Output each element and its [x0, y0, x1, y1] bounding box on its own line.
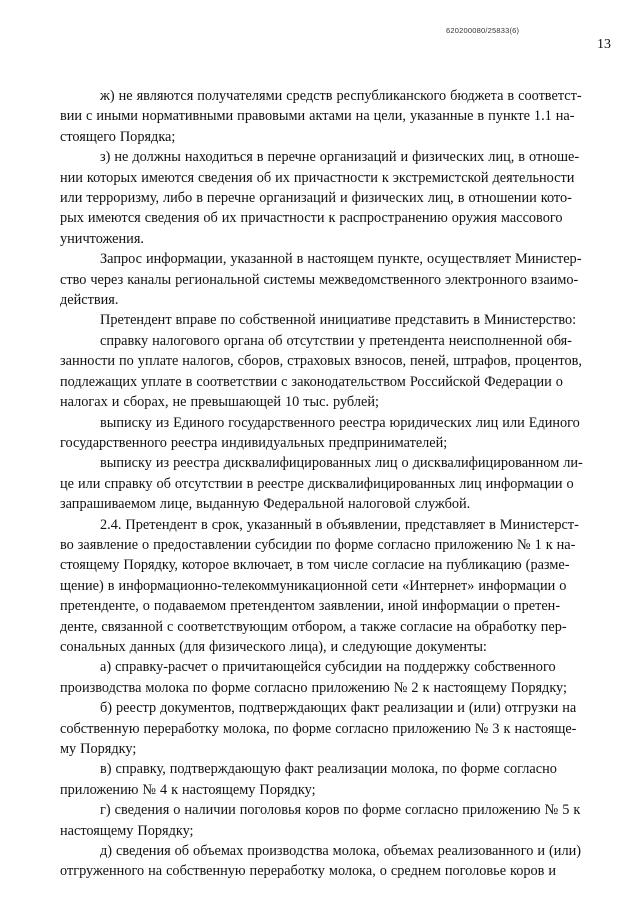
paragraph-registry-extract: выписку из Единого государственного реестра юридических лиц или Единого государственного реестра индивидуальных предпринимателей; [60, 414, 580, 451]
paragraph-2-4: 2.4. Претендент в срок, указанный в объявлении, представляет в Министерст- во заявление о предоставлении субсидии по форме согласно приложению № 1 к на- стоящему Порядку, которое включает, в том числе согласие на публикацию (разме- щение) в информационно-телекоммуникационной сети «Интернет» информации о претенденте, о подаваемом претендентом заявлении, иной информации о претен- денте, связанной с соответствующим отбором, а также согласие на обработку пер- сональных данных (для физического лица), и следующие документы: [60, 516, 579, 655]
page-number: 13 [597, 37, 611, 52]
paragraph-item-a: а) справку-расчет о причитающейся субсидии на поддержку собственного производства молока по форме согласно приложению № 2 к настоящему Порядку; [60, 659, 567, 696]
document-code: 620200080/25833(6) [446, 26, 520, 35]
paragraph-disqualified-registry: выписку из реестра дисквалифицированных лиц о дисквалифицированном ли- це или справку об отсутствии в реестре дисквалифицированных лиц информации о запрашиваемом лице, выданную Федеральной налоговой службой. [60, 455, 583, 513]
paragraph-item-g: г) сведения о наличии поголовья коров по форме согласно приложению № 5 к настоящему Порядку; [60, 802, 581, 839]
paragraph-item-d: д) сведения об объемах производства молока, объемах реализованного и (или) отгруженного на собственную переработку молока, о среднем поголовье коров и [60, 843, 582, 880]
paragraph-item-v: в) справку, подтверждающую факт реализации молока, по форме согласно приложению № 4 к настоящему Порядку; [60, 761, 557, 798]
document-body [60, 86, 610, 882]
paragraph-info-request: Запрос информации, указанной в настоящем пункте, осуществляет Министер- ство через каналы региональной системы межведомственного электронного взаимо- действия. [60, 251, 582, 309]
paragraph-item-b: б) реестр документов, подтверждающих факт реализации и (или) отгрузки на собственную переработку молока, по форме согласно приложению № 3 к настояще- му Порядку; [60, 700, 577, 757]
paragraph-tax-certificate: справку налогового органа об отсутствии у претендента неисполненной обя- занности по уплате налогов, сборов, страховых взносов, пеней, штрафов, процентов, подлежащих уплате в соответствии с законодательством Российской Федерации о налогах и сборах, не превышающей 10 тыс. рублей; [60, 332, 582, 411]
paragraph-z: з) не должны находиться в перечне организаций и физических лиц, в отноше- нии которых имеются сведения об их причастности к экстремистской деятельности или терроризму, либо в перечне организаций и физических лиц, в отношении кото- рых имеются сведения об их причастности к распространению оружия массового уничтожения. [60, 149, 580, 247]
paragraph-zh: ж) не являются получателями средств республиканского бюджета в соответст- вии с иными нормативными правовыми актами на цели, указанные в пункте 1.1 на- стоящего Порядка; [60, 88, 582, 145]
paragraph-own-initiative: Претендент вправе по собственной инициативе представить в Министерство: [100, 312, 577, 329]
